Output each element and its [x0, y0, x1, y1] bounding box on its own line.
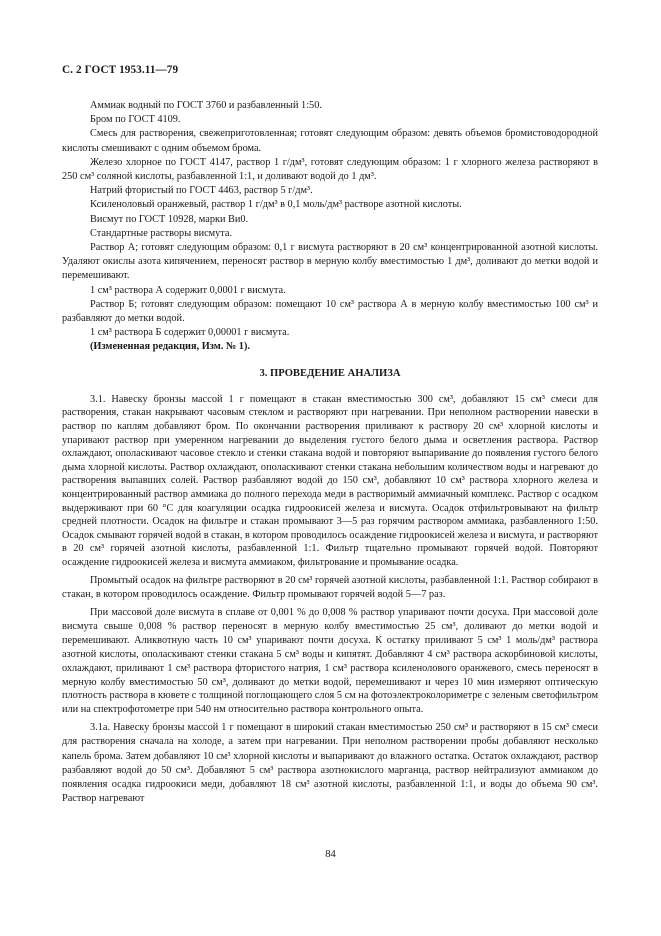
reagent-bismuth: Висмут по ГОСТ 10928, марки Ви0. — [90, 213, 249, 225]
reagent-dissolving-mixture: Смесь для растворения, свежеприготовленная; готовят следующим образом: девять объемов бромистоводородной кислоты смешивают с одним объемом брома. — [62, 128, 598, 154]
page-header: С. 2 ГОСТ 1953.11—79 — [62, 64, 179, 76]
reagent-xylenol-orange: Ксиленоловый оранжевый, раствор 1 г/дм³ в 0,1 моль/дм³ растворе азотной кислоты. — [90, 199, 462, 211]
document-body — [62, 99, 598, 806]
reagent-solution-b: Раствор Б; готовят следующим образом: помещают 10 см³ раствора А в мерную колбу вместимостью 100 см³ и разбавляют до метки водой. — [62, 298, 598, 325]
reagent-sodium-fluoride: Натрий фтористый по ГОСТ 4463, раствор 5 г/дм³. — [90, 185, 313, 197]
reagent-bromine: Бром по ГОСТ 4109. — [90, 114, 181, 126]
reagent-solution-b-content: 1 см³ раствора Б содержит 0,00001 г висмута. — [90, 327, 290, 339]
reagent-iron-chloride: Железо хлорное по ГОСТ 4147, раствор 1 г/дм³, готовят следующим образом: 1 г хлорного железа растворяют в 250 см³ соляной кислоты, разбавленной 1:1, и доливают водой до 1 дм³. — [62, 156, 598, 183]
paragraph-3-1a: 3.1а. Навеску бронзы массой 1 г помещают в широкий стакан вместимостью 250 см³ и растворяют в 15 см³ смеси для растворения сначала на холоде, а затем при нагревании. При неполном растворении пробы добавляют несколько капель брома. Затем добавляют 10 см³ хлорной кислоты и выпаривают до влажного остатка. Остаток охлаждают, раствор разбавляют водой до 50 см³. Добавляют 5 см³ раствора азотнокислого марганца, раствор нейтрализуют аммиаком до появления осадка гидроокиси меди, добавляют 18 см³ азотной кислоты, разбавленной 1:1, и воды до объема 90 см³. Раствор нагревают — [62, 722, 598, 805]
reagent-solution-a-content: 1 см³ раствора А содержит 0,0001 г висмута. — [90, 284, 286, 296]
paragraph-3-1: 3.1. Навеску бронзы массой 1 г помещают в стакан вместимостью 300 см³, добавляют 15 см³ смеси для растворения, стакан накрывают часовым стеклом и растворяют при нагревании. При неполном растворении навески в раствор по каплям добавляют бром. По окончании растворения приливают к раствору 20 см³ хлорной кислоты и упаривают раствор при умеренном нагревании до выделения густого белого дыма и осветления раствора. Раствор охлаждают, ополаскивают часовое стекло и стенки стакана водой и повторяют выпаривание до появления густого белого дыма хлорной кислоты. Раствор охлаждают, ополаскивают стенки стакана небольшим количеством воды и нагревают до растворения выпавших солей. Раствор разбавляют водой до 150 см³, добавляют 10 см³ раствора хлорного железа и концентрированный раствор аммиака до полного перехода меди в растворимый аммиачный комплекс. Раствор с осадком выдерживают при 60 °С для коагуляции осадка гидроокисей железа и висмута. Осадок отфильтровывают на фильтр средней плотности. Осадок на фильтре и стакан промывают 3—5 раз горячим раствором аммиака, разбавленного 1:50. Осадок смывают горячей водой в стакан, в котором проводилось осаждение гидроокисей железа и висмута, и растворяют в 20 см³ горячей азотной кислоты, разбавленной 1:1. Фильтр тщательно промывают горячей водой. Повторяют осаждение гидроокисей железа и висмута аммиаком, фильтрование и промывание осадка. — [62, 393, 598, 568]
paragraph-filter: Промытый осадок на фильтре растворяют в 20 см³ горячей азотной кислоты, разбавленной 1:1. Раствор собирают в стакан, в котором проводилось осаждение. Фильтр промывают горячей водой 5—7 раз. — [62, 574, 598, 600]
reagent-standard-solutions: Стандартные растворы висмута. — [90, 227, 233, 239]
reagent-solution-a: Раствор А; готовят следующим образом: 0,1 г висмута растворяют в 20 см³ концентрированной азотной кислоты. Удаляют окислы азота кипячением, переносят раствор в мерную колбу вместимостью 1 дм³, доливают до метки водой и перемешивают. — [62, 242, 598, 282]
reagent-ammonia: Аммиак водный по ГОСТ 3760 и разбавленный 1:50. — [90, 100, 322, 111]
page-number: 84 — [325, 849, 336, 860]
paragraph-mass-fraction: При массовой доле висмута в сплаве от 0,001 % до 0,008 % раствор упаривают почти досуха. При массовой доле висмута свыше 0,008 % раствор переносят в мерную колбу вместимостью 25 см³, доливают до метки водой и перемешивают. Аликвотную часть 10 см³ упаривают почти досуха. К остатку приливают 5 см³ 1 моль/дм³ раствора азотной кислоты, ополаскивают стенки стакана 5 см³ воды и кипятят. Добавляют 4 см³ раствора аскорбиновой кислоты, охлаждают, приливают 1 см³ раствора фтористого натрия, 1 см³ раствора ксиленолового оранжевого, смесь переносят в мерную колбу вместимостью 50 см³, доливают до метки водой, перемешивают и через 10 мин измеряют оптическую плотность раствора в кювете с толщиной поглощающего слоя 5 см на фотоэлектроколориметре с зеленым светофильтром или на спектрофотометре при 540 нм относительно раствора контрольного опыта. — [62, 606, 598, 716]
amendment-note: (Измененная редакция, Изм. № 1). — [90, 341, 250, 353]
section-title: 3. ПРОВЕДЕНИЕ АНАЛИЗА — [259, 367, 401, 379]
